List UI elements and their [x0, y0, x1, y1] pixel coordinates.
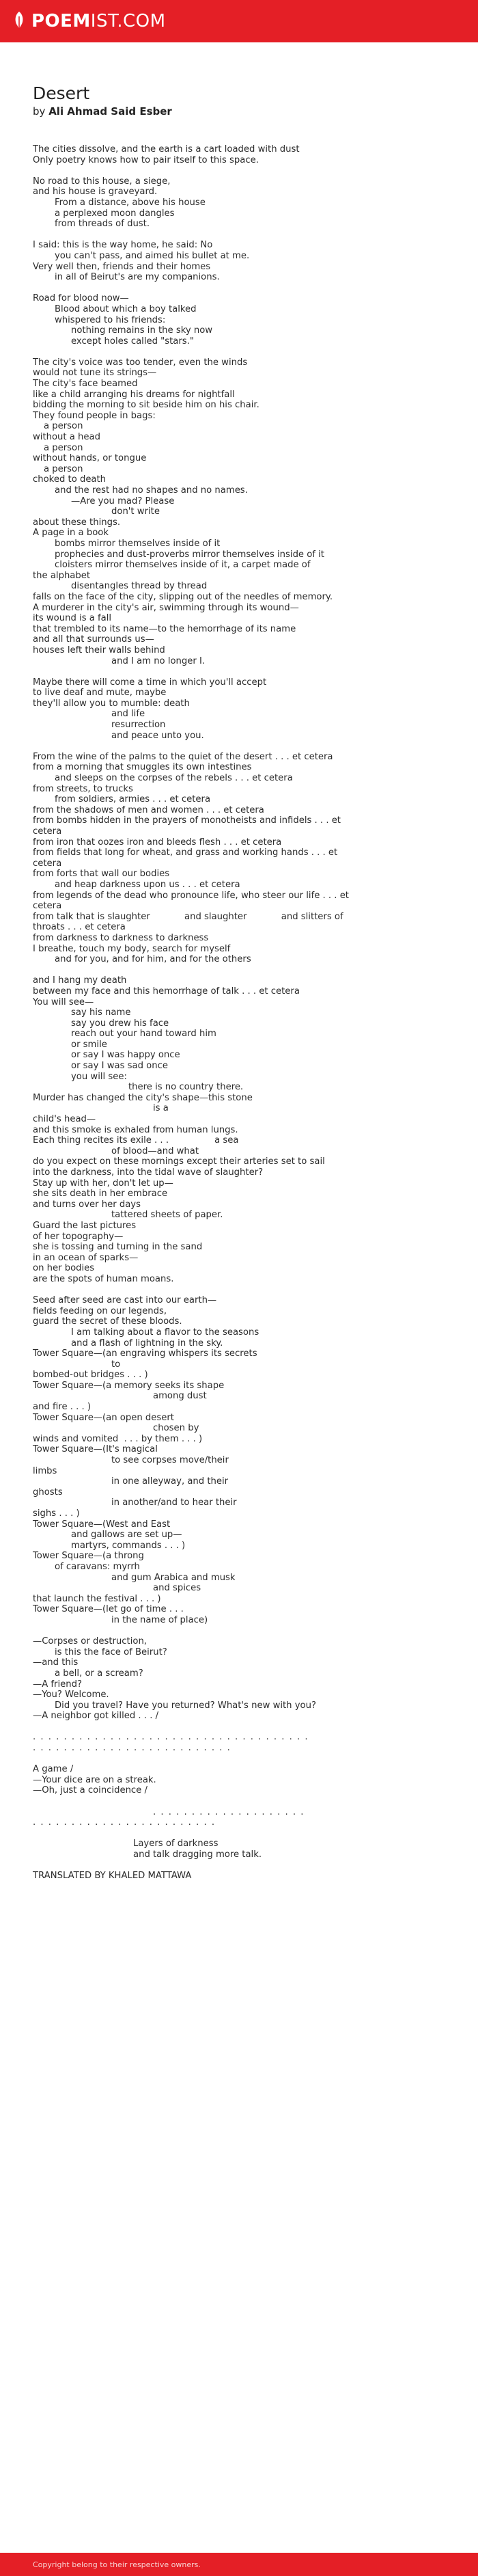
poem-line: Each thing recites its exile . . . a sea — [33, 1135, 239, 1146]
poem-line: except holes called "stars." — [71, 336, 194, 347]
copyright-text: Copyright belong to their respective owners. — [33, 2560, 201, 2569]
poem-line: that launch the festival . . . ) — [33, 1593, 161, 1604]
poem-line: a person — [44, 463, 83, 474]
poem-line: I breathe, touch my body, search for myself — [33, 943, 231, 954]
poem-content — [0, 42, 478, 1881]
poem-line: from fields that long for wheat, and grass and working hands . . . et — [33, 848, 338, 858]
poem-line: that trembled to its name—to the hemorrhage of its name — [33, 623, 296, 634]
poem-line: prophecies and dust-proverbs mirror themselves inside of it — [55, 549, 324, 560]
poem-line: Seed after seed are cast into our earth— — [33, 1295, 217, 1306]
poem-line: from bombs hidden in the prayers of monotheists and infidels . . . et — [33, 815, 341, 826]
poem-line: from soldiers, armies . . . et cetera — [55, 794, 211, 805]
poem-line: whispered to his friends: — [55, 314, 166, 325]
poem-line: from threads of dust. — [55, 219, 150, 230]
poem-line: winds and vomited . . . by them . . . ) — [33, 1433, 203, 1444]
poem-line: of caravans: myrrh — [55, 1561, 140, 1572]
poem-line: in all of Beirut's are my companions. — [55, 272, 220, 283]
poem-line: From the wine of the palms to the quiet of the desert . . . et cetera — [33, 751, 333, 762]
poem-line: bombed-out bridges . . . ) — [33, 1370, 148, 1381]
poem-line: of blood—and what — [111, 1145, 199, 1156]
poem-line: child's head— — [33, 1114, 96, 1125]
poem-line: from forts that wall our bodies — [33, 869, 170, 880]
translator-credit: TRANSLATED BY KHALED MATTAWA — [33, 1871, 192, 1882]
poem-line: from talk that is slaughter and slaughter and slitters of — [33, 911, 343, 922]
poem-line: in the name of place) — [111, 1614, 208, 1625]
poem-line: and the rest had no shapes and no names. — [55, 485, 248, 496]
author-link[interactable]: Ali Ahmad Said Esber — [48, 105, 172, 118]
poem-line: you can't pass, and aimed his bullet at me. — [55, 250, 250, 261]
poem-line: or say I was sad once — [71, 1061, 168, 1072]
stanza — [33, 677, 478, 742]
poem-line: —Your dice are on a streak. — [33, 1774, 156, 1785]
poem-line: guard the secret of these bloods. — [33, 1316, 182, 1327]
poem-line: they'll allow you to mumble: death — [33, 698, 190, 709]
poem-line: I said: this is the way home, he said: No — [33, 240, 213, 251]
poem-line: from iron that oozes iron and bleeds flesh . . . et cetera — [33, 837, 282, 848]
poem-line: to — [111, 1359, 121, 1370]
ellipsis-line: . . . . . . . . . . . . . . . . . . . . — [153, 1806, 305, 1817]
poem-line: Guard the last pictures — [33, 1220, 137, 1231]
stanza — [33, 1764, 478, 1796]
ellipsis-line: . . . . . . . . . . . . . . . . . . . . . . . . — [33, 1817, 216, 1828]
poem-line: and turns over her days — [33, 1199, 141, 1210]
poem-line: cetera — [33, 901, 62, 912]
poem-line: cetera — [33, 858, 62, 869]
poem-line: between my face and this hemorrhage of talk . . . et cetera — [33, 986, 300, 996]
stanza — [33, 144, 478, 165]
poem-title: Desert — [33, 83, 90, 103]
stanza — [33, 176, 478, 230]
poem-line: and peace unto you. — [111, 730, 204, 741]
poem-line: from streets, to trucks — [33, 783, 133, 794]
poem-line: —You? Welcome. — [33, 1690, 109, 1700]
by-label: by — [33, 105, 46, 118]
poem-line: falls on the face of the city, slipping out of the needles of memory. — [33, 591, 333, 602]
poem-line: resurrection — [111, 720, 166, 731]
poem-line: about these things. — [33, 517, 121, 528]
poem-line: she sits death in her embrace — [33, 1189, 168, 1199]
poem-line: —A neighbor got killed . . . / — [33, 1711, 159, 1722]
poem-line: A murderer in the city's air, swimming through its wound— — [33, 602, 299, 613]
poem-line: Tower Square—(It's magical — [33, 1444, 158, 1455]
poem-line: Layers of darkness — [133, 1839, 219, 1849]
poem-line: to see corpses move/their — [111, 1455, 229, 1466]
site-footer — [0, 2553, 478, 2576]
poem-line: from legends of the dead who pronounce life, who steer our life . . . et — [33, 890, 349, 901]
poem-line: You will see— — [33, 996, 94, 1007]
poem-line: or smile — [71, 1039, 107, 1050]
poem-line: and this smoke is exhaled from human lungs. — [33, 1124, 238, 1135]
site-header — [0, 0, 478, 42]
poem-line: chosen by — [153, 1423, 199, 1434]
stanza — [33, 293, 478, 347]
stanza — [33, 1295, 478, 1625]
poem-line: —A friend? — [33, 1679, 82, 1690]
stanza — [33, 1839, 478, 1860]
poem-line: reach out your hand toward him — [71, 1029, 216, 1040]
poem-line: choked to death — [33, 474, 107, 485]
poem-line: A page in a book — [33, 528, 109, 539]
poem-line: she is tossing and turning in the sand — [33, 1242, 203, 1253]
poem-line: would not tune its strings— — [33, 368, 157, 379]
poem-line: disentangles thread by thread — [71, 581, 208, 592]
poem-line: is this the face of Beirut? — [55, 1646, 167, 1657]
poem-line: Tower Square—(an open desert — [33, 1412, 174, 1423]
poem-line: Tower Square—(an engraving whispers its secrets — [33, 1348, 257, 1359]
poem-line: —Oh, just a coincidence / — [33, 1785, 147, 1796]
stanza — [33, 752, 478, 965]
poem-line: Blood about which a boy talked — [55, 303, 197, 314]
poem-line: The city's face beamed — [33, 379, 138, 390]
poem-line: there is no country there. — [128, 1082, 244, 1093]
poem-line: Tower Square—(a throng — [33, 1551, 144, 1562]
poem-line: and sleeps on the corpses of the rebels . . . et cetera — [55, 773, 293, 784]
poem-line: among dust — [153, 1391, 207, 1402]
poem-line: throats . . . et cetera — [33, 922, 126, 933]
poem-line: fields feeding on our legends, — [33, 1305, 167, 1316]
poem-line: martyrs, commands . . . ) — [71, 1540, 186, 1551]
poem-line: and I am no longer I. — [111, 655, 206, 666]
poem-line: and gum Arabica and musk — [111, 1572, 236, 1583]
poem-line: a perplexed moon dangles — [55, 208, 175, 219]
poem-line: and a flash of lightning in the sky. — [71, 1338, 223, 1348]
stanza — [33, 1807, 478, 1828]
stanza — [33, 1636, 478, 1722]
poem-line: Only poetry knows how to pair itself to this space. — [33, 154, 259, 165]
poem-line: don't write — [111, 506, 160, 517]
stanza — [33, 1732, 478, 1753]
poem-line: ghosts — [33, 1487, 63, 1497]
poem-line: on her bodies — [33, 1263, 95, 1274]
stanza — [33, 240, 478, 282]
stanza — [33, 975, 478, 1284]
poem-body — [33, 144, 478, 1860]
poem-line: Tower Square—(West and East — [33, 1519, 171, 1530]
poem-line: tattered sheets of paper. — [111, 1210, 223, 1221]
poem-line: or say I was happy once — [71, 1050, 180, 1061]
poem-line: to live deaf and mute, maybe — [33, 688, 167, 699]
poem-line: without hands, or tongue — [33, 453, 147, 464]
poem-line: Murder has changed the city's shape—this stone — [33, 1092, 253, 1103]
poem-line: from darkness to darkness to darkness — [33, 932, 209, 943]
poem-line: is a — [153, 1103, 169, 1114]
poem-line: From a distance, above his house — [55, 197, 206, 208]
poem-line: —and this — [33, 1657, 79, 1668]
poem-line: from the shadows of men and women . . . et cetera — [33, 804, 264, 815]
poem-line: and gallows are set up— — [71, 1530, 182, 1541]
poem-line: Stay up with her, don't let up— — [33, 1178, 173, 1189]
poem-line: do you expect on these mornings except their arteries set to sail — [33, 1156, 325, 1167]
poem-line: in one alleyway, and their — [111, 1476, 229, 1487]
poem-line: Very well then, friends and their homes — [33, 261, 211, 272]
poem-line: bidding the morning to sit beside him on his chair. — [33, 400, 259, 411]
poem-line: without a head — [33, 432, 100, 443]
poem-line: the alphabet — [33, 570, 91, 581]
byline — [33, 105, 478, 118]
poem-line: bombs mirror themselves inside of it — [55, 538, 221, 549]
poem-line: They found people in bags: — [33, 410, 156, 421]
poem-line: say you drew his face — [71, 1018, 169, 1029]
poem-line: Maybe there will come a time in which you'll accept — [33, 677, 267, 688]
poem-line: are the spots of human moans. — [33, 1273, 174, 1284]
poem-line: and his house is graveyard. — [33, 187, 158, 198]
poem-line: limbs — [33, 1465, 57, 1476]
poem-line: The city's voice was too tender, even the winds — [33, 357, 248, 368]
poem-line: houses left their walls behind — [33, 645, 165, 655]
poem-line: in an ocean of sparks— — [33, 1252, 139, 1263]
poem-line: —Are you mad? Please — [71, 496, 175, 506]
poem-line: a person — [44, 421, 83, 432]
stanza — [33, 357, 478, 666]
poem-line: I am talking about a flavor to the seasons — [71, 1327, 259, 1338]
poem-line: a person — [44, 442, 83, 453]
logo-wordmark: POEMIST.COM — [31, 11, 166, 31]
quill-icon — [12, 11, 26, 31]
poem-line: cloisters mirror themselves inside of it, a carpet made of — [55, 560, 311, 571]
poem-line: you will see: — [71, 1071, 127, 1082]
poem-line: —Corpses or destruction, — [33, 1636, 147, 1647]
poem-line: and all that surrounds us— — [33, 634, 154, 645]
poem-line: and life — [111, 709, 145, 720]
poem-line: Did you travel? Have you returned? What's new with you? — [55, 1700, 316, 1711]
poem-line: Road for blood now— — [33, 293, 129, 304]
poem-line: A game / — [33, 1764, 74, 1775]
poem-line: No road to this house, a siege, — [33, 176, 171, 187]
poem-line: its wound is a fall — [33, 613, 112, 624]
ellipsis-line: . . . . . . . . . . . . . . . . . . . . . . . . . . — [33, 1743, 231, 1754]
poem-line: and talk dragging more talk. — [133, 1849, 262, 1860]
poem-line: cetera — [33, 826, 62, 837]
poem-line: sighs . . . ) — [33, 1508, 80, 1519]
poem-line: Tower Square—(let go of time . . . — [33, 1604, 184, 1615]
site-logo[interactable] — [12, 11, 166, 31]
poem-line: and I hang my death — [33, 975, 127, 986]
poem-line: like a child arranging his dreams for nightfall — [33, 389, 235, 400]
poem-line: from a morning that smuggles its own intestines — [33, 762, 252, 773]
poem-line: in another/and to hear their — [111, 1497, 237, 1508]
poem-line: and spices — [153, 1583, 201, 1594]
poem-line: into the darkness, into the tidal wave of slaughter? — [33, 1167, 264, 1178]
poem-line: and fire . . . ) — [33, 1402, 92, 1413]
poem-line: The cities dissolve, and the earth is a cart loaded with dust — [33, 144, 300, 154]
poem-line: Tower Square—(a memory seeks its shape — [33, 1380, 225, 1391]
poem-line: and heap darkness upon us . . . et cetera — [55, 879, 240, 890]
poem-line: a bell, or a scream? — [55, 1668, 143, 1679]
ellipsis-line: . . . . . . . . . . . . . . . . . . . . . . . . . . . . . . . . . . . . — [33, 1732, 309, 1743]
poem-line: of her topography— — [33, 1231, 124, 1242]
poem-line: nothing remains in the sky now — [71, 325, 213, 336]
poem-line: say his name — [71, 1007, 131, 1018]
poem-line: and for you, and for him, and for the others — [55, 954, 251, 965]
